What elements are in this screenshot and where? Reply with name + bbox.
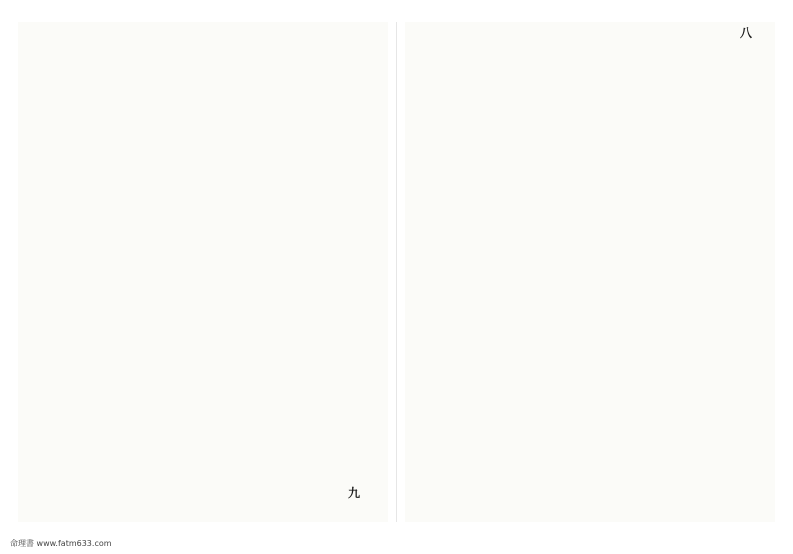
- right-page-number: 八: [740, 26, 753, 40]
- left-page: [18, 22, 388, 522]
- right-page: [405, 22, 775, 522]
- left-page-number: 九: [348, 486, 361, 500]
- page-gutter: [396, 22, 397, 522]
- footer-watermark: 命理書 www.fatm633.com: [10, 539, 112, 548]
